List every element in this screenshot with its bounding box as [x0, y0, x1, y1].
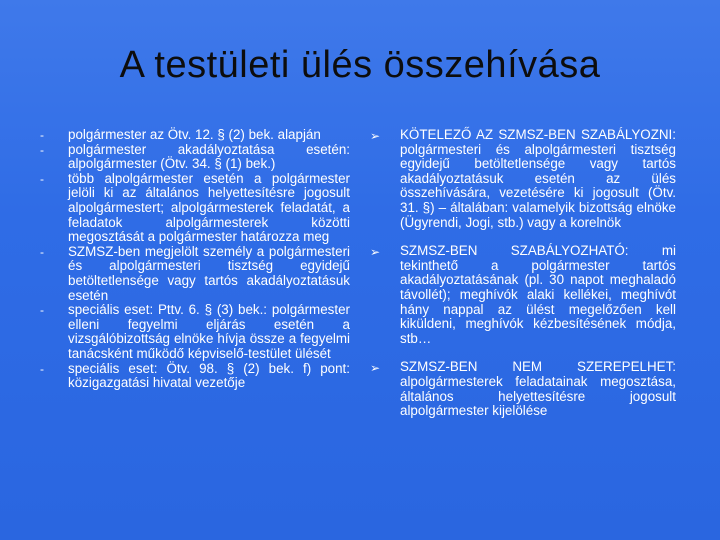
slide-title: A testületi ülés összehívása: [119, 44, 601, 86]
list-item: [40, 303, 350, 361]
list-item: [370, 128, 676, 230]
list-item-text: polgármester akadályoztatása esetén: alpolgármester (Ötv. 34. § (1) bek.): [68, 141, 350, 172]
list-item-text: SZMSZ-BEN NEM SZEREPELHET: alpolgármesterek feladatainak megosztása, általános helyettesítésre jogosult alpolgármester kijelölése: [400, 359, 676, 419]
list-item-text: KÖTELEZŐ AZ SZMSZ-BEN SZABÁLYOZNI: polgármesteri és alpolgármesteri tisztség egyidejű betöltetlensége vagy tartós akadályoztatásuk esetén az ülés összehívására, vezetésére ki jogosult (Ötv. 31. §) – általában: valamelyik bizottság elnöke (Ügyrendi, Jogi, stb.) vagy a korelnök: [400, 127, 676, 230]
dash-bullet-icon: -: [40, 303, 44, 318]
list-item: [40, 362, 350, 391]
arrow-bullet-icon: ➢: [370, 129, 381, 143]
dash-bullet-icon: -: [40, 128, 44, 142]
arrow-bullet-icon: ➢: [370, 361, 381, 376]
list-item-text: SZMSZ-ben megjelölt személy a polgármesteri és alpolgármesteri tisztség egyidejű betöltetlensége vagy tartós akadályoztatásuk esetén: [68, 243, 350, 303]
dash-bullet-icon: -: [40, 171, 44, 186]
list-item-text: speciális eset: Ötv. 98. § (2) bek. f) pont: közigazgatási hivatal vezetője: [68, 360, 350, 391]
list-item: [40, 128, 350, 143]
list-item-text: több alpolgármester esetén a polgármester jelöli ki az általános helyettesítésre jogosult alpolgármestert; alpolgármesterek feladatát, a feladatok alpolgármesterek közötti megosztását a polgármester határozza meg: [68, 170, 350, 245]
right-column: [370, 128, 676, 433]
list-item-text: polgármester az Ötv. 12. § (2) bek. alapján: [68, 127, 321, 142]
left-column: [40, 128, 350, 391]
list-item: [40, 245, 350, 303]
list-item-text: speciális eset: Pttv. 6. § (3) bek.: polgármester elleni fegyelmi eljárás esetén a vizsgálóbizottság elnöke hívja össze a fegyelmi tanácsként működő képviselő-testület ülését: [68, 302, 350, 361]
dash-bullet-icon: -: [40, 244, 44, 259]
list-item: [370, 244, 676, 346]
dash-bullet-icon: -: [40, 142, 44, 157]
list-item-text: SZMSZ-BEN SZABÁLYOZHATÓ: mi tekinthető a polgármester tartós akadályoztatásának (pl. 30 napot meghaladó távollét); meghívók alaki kellékei, meghívót hány nappal az ülést megelőzően kell kiküldeni, meghívók kézbesítésének módja, stb…: [400, 243, 676, 346]
list-item: [40, 143, 350, 172]
dash-bullet-icon: -: [40, 361, 44, 376]
list-item: [40, 172, 350, 245]
arrow-bullet-icon: ➢: [370, 245, 381, 260]
list-item: [370, 360, 676, 418]
